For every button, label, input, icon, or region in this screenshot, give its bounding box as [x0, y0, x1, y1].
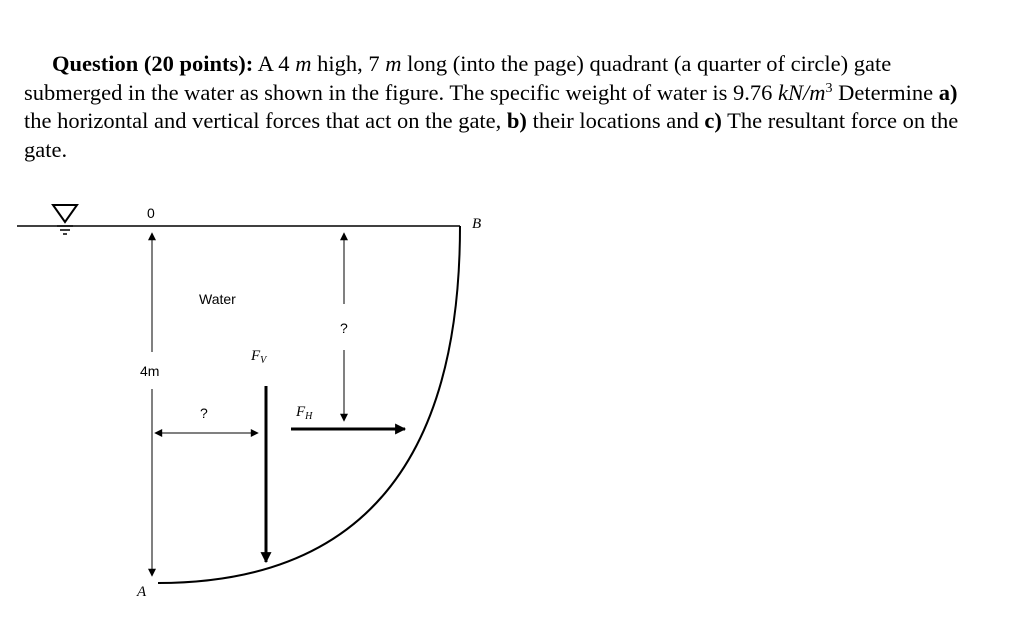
label-height: 4m — [140, 363, 160, 379]
specific-weight-unit: kN/m — [777, 79, 826, 105]
question-heading: Question (20 points): — [52, 51, 254, 76]
part-c-label: c) — [704, 108, 722, 133]
label-fv-unknown: ? — [200, 405, 208, 421]
label-a: A — [137, 584, 147, 600]
specific-weight-value: 9.76 — [732, 79, 778, 105]
free-surface-symbol — [53, 205, 77, 234]
question-text: Question (20 points): A 4 m high, 7 m long (into the page) quadrant (a quarter of circle) gate submerged in the water as shown in the figure. The specific weight of water is 9.76 $kN/m^3$ Determine a) the horizontal and vertical forces that act on the gate, b) their locations and c) The resultant force on the gate. — [24, 51, 959, 162]
label-water: Water — [199, 291, 236, 307]
label-b: B — [472, 216, 482, 232]
label-zero: 0 — [147, 205, 155, 221]
part-b-label: b) — [506, 108, 527, 133]
label-fh-unknown: ? — [340, 320, 348, 336]
label-fv: FV — [251, 348, 267, 366]
label-fh: FH — [296, 404, 313, 422]
part-a-label: a) — [938, 79, 958, 105]
